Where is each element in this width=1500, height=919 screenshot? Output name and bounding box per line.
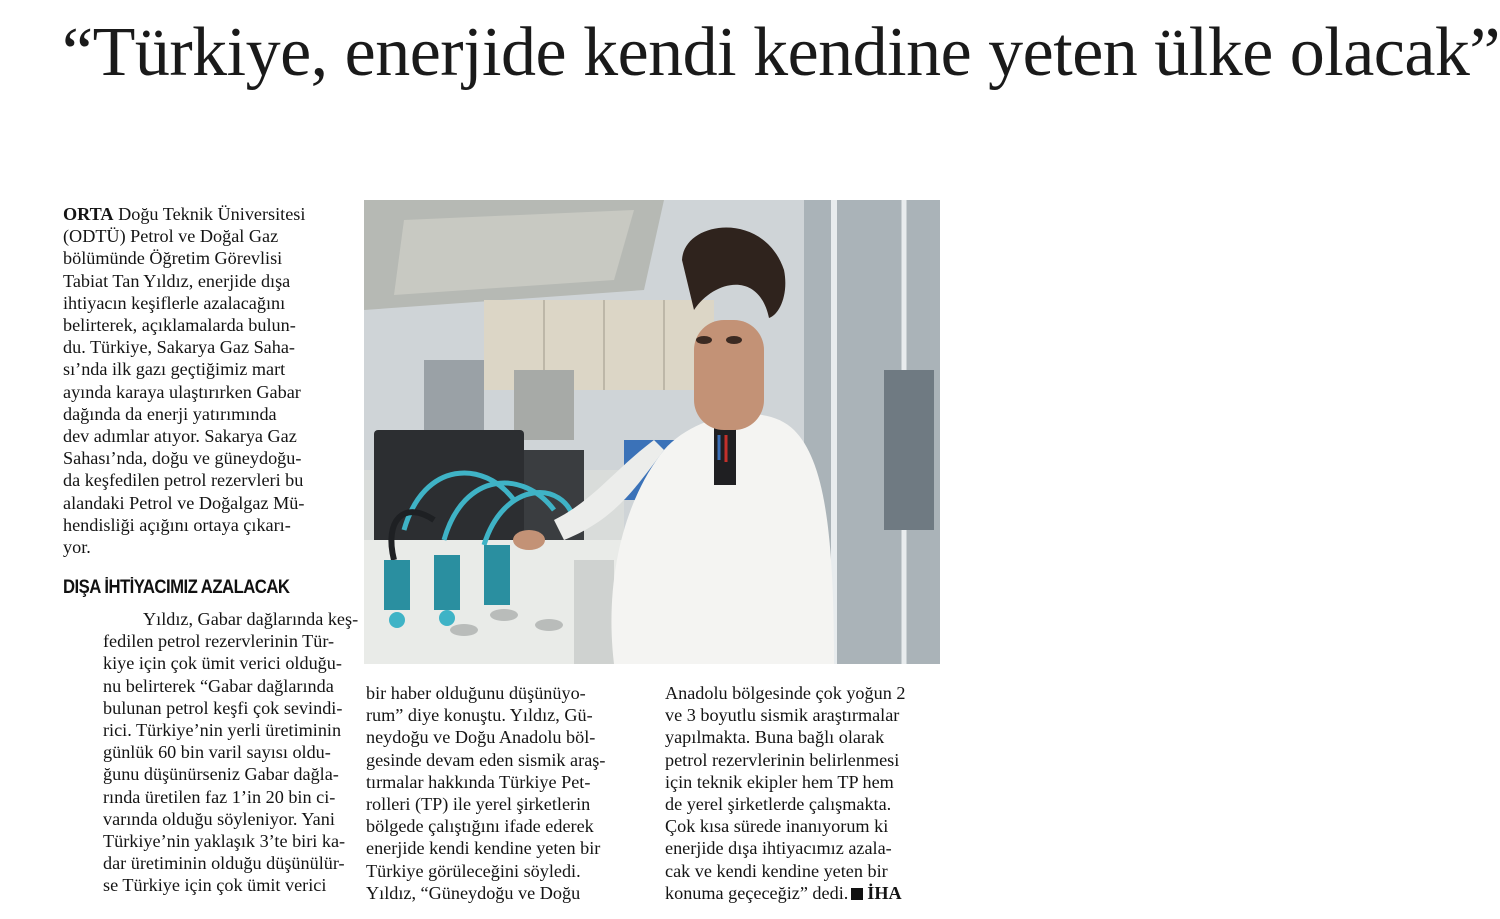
body-line: bir haber olduğunu düşünüyo- bbox=[366, 683, 586, 703]
body-line: enerjide dışa ihtiyacımız azala- bbox=[665, 838, 892, 859]
lead-line: Tabiat Tan Yıldız, enerjide dışa bbox=[63, 270, 291, 291]
body-line: enerjide kendi kendine yeten bir bbox=[366, 838, 601, 859]
body-line: Yıldız, Gabar dağlarında keş- bbox=[143, 609, 359, 629]
body-column-2 bbox=[366, 682, 648, 904]
body-line: yapılmakta. Buna bağlı olarak bbox=[665, 727, 885, 748]
lead-line: dağında da enerji yatırımında bbox=[63, 403, 277, 424]
body-line: rici. Türkiye’nin yerli üretiminin bbox=[103, 720, 342, 741]
body-line: cak ve kendi kendine yeten bir bbox=[665, 860, 888, 881]
lead-line: hendisliği açığını ortaya çıkarı- bbox=[63, 514, 291, 535]
body-line: rolleri (TP) ile yerel şirketlerin bbox=[366, 794, 591, 815]
lead-line: yor. bbox=[63, 537, 91, 558]
lead-paragraph bbox=[63, 203, 347, 558]
body-line: neydoğu ve Doğu Anadolu böl- bbox=[366, 727, 596, 748]
lead-kicker: ORTA bbox=[63, 204, 114, 224]
lead-line: sı’nda ilk gazı geçtiğimiz mart bbox=[63, 359, 286, 380]
body-column-3 bbox=[665, 682, 955, 904]
body-line: se Türkiye için çok ümit verici bbox=[103, 875, 327, 896]
body-line: rında üretilen faz 1’in 20 bin ci- bbox=[103, 786, 336, 807]
body-line: tırmalar hakkında Türkiye Pet- bbox=[366, 771, 591, 792]
body-line: Türkiye görüleceğini söyledi. bbox=[366, 860, 581, 881]
lead-line: ihtiyacın keşiflerle azalacağını bbox=[63, 292, 286, 313]
lab-photo bbox=[364, 200, 940, 664]
lead-line: (ODTÜ) Petrol ve Doğal Gaz bbox=[63, 226, 279, 247]
body-line: bölgede çalıştığını ifade ederek bbox=[366, 816, 594, 837]
body-line: bulunan petrol keşfi çok sevindi- bbox=[103, 697, 343, 718]
body-line: Türkiye’nin yaklaşık 3’te biri ka- bbox=[103, 831, 346, 852]
closing-line: konuma geçeceğiz” dedi. İHA bbox=[665, 882, 902, 903]
lead-line: Sahası’nda, doğu ve güneydoğu- bbox=[63, 448, 302, 469]
body-column-1 bbox=[63, 608, 359, 897]
body-line: nu belirterek “Gabar dağlarında bbox=[103, 675, 334, 696]
headline: “Türkiye, enerjide kendi kendine yeten ülke olacak” bbox=[62, 14, 1500, 91]
body-line: dar üretiminin olduğu düşünülür- bbox=[103, 853, 345, 874]
agency-credit: İHA bbox=[867, 882, 902, 903]
lead-line: da keşfedilen petrol rezervleri bu bbox=[63, 470, 304, 491]
body-line: ğunu düşünürseniz Gabar dağla- bbox=[103, 764, 339, 785]
body-line: de yerel şirketlerde çalışmakta. bbox=[665, 794, 892, 815]
subheading: DIŞA İHTİYACIMIZ AZALACAK bbox=[63, 577, 290, 598]
lead-line: belirterek, açıklamalarda bulun- bbox=[63, 315, 296, 336]
lead-line: bölümünde Öğretim Görevlisi bbox=[63, 248, 283, 269]
end-mark-square bbox=[851, 888, 863, 900]
lead-line: alandaki Petrol ve Doğalgaz Mü- bbox=[63, 492, 305, 513]
body-line: fedilen petrol rezervlerinin Tür- bbox=[103, 631, 335, 652]
lab-photo-illustration bbox=[364, 200, 940, 664]
body-line: Çok kısa sürede inanıyorum ki bbox=[665, 816, 889, 837]
body-line: ve 3 boyutlu sismik araştırmalar bbox=[665, 705, 900, 726]
lead-line: du. Türkiye, Sakarya Gaz Saha- bbox=[63, 337, 295, 358]
body-line: petrol rezervlerinin belirlenmesi bbox=[665, 749, 900, 770]
body-line: Anadolu bölgesinde çok yoğun 2 bbox=[665, 683, 906, 703]
lead-line-0: ORTA Doğu Teknik Üniversitesi bbox=[63, 204, 306, 224]
body-line: günlük 60 bin varil sayısı oldu- bbox=[103, 742, 331, 763]
lead-line: ayında karaya ulaştırırken Gabar bbox=[63, 381, 301, 402]
lead-line: dev adımlar atıyor. Sakarya Gaz bbox=[63, 426, 297, 447]
body-line: kiye için çok ümit verici olduğu- bbox=[103, 653, 342, 674]
body-line: için teknik ekipler hem TP hem bbox=[665, 771, 894, 792]
body-line: rum” diye konuştu. Yıldız, Gü- bbox=[366, 705, 593, 726]
body-line: varında olduğu söyleniyor. Yani bbox=[103, 808, 335, 829]
body-line: gesinde devam eden sismik araş- bbox=[366, 749, 606, 770]
body-line: Yıldız, “Güneydoğu ve Doğu bbox=[366, 882, 581, 903]
